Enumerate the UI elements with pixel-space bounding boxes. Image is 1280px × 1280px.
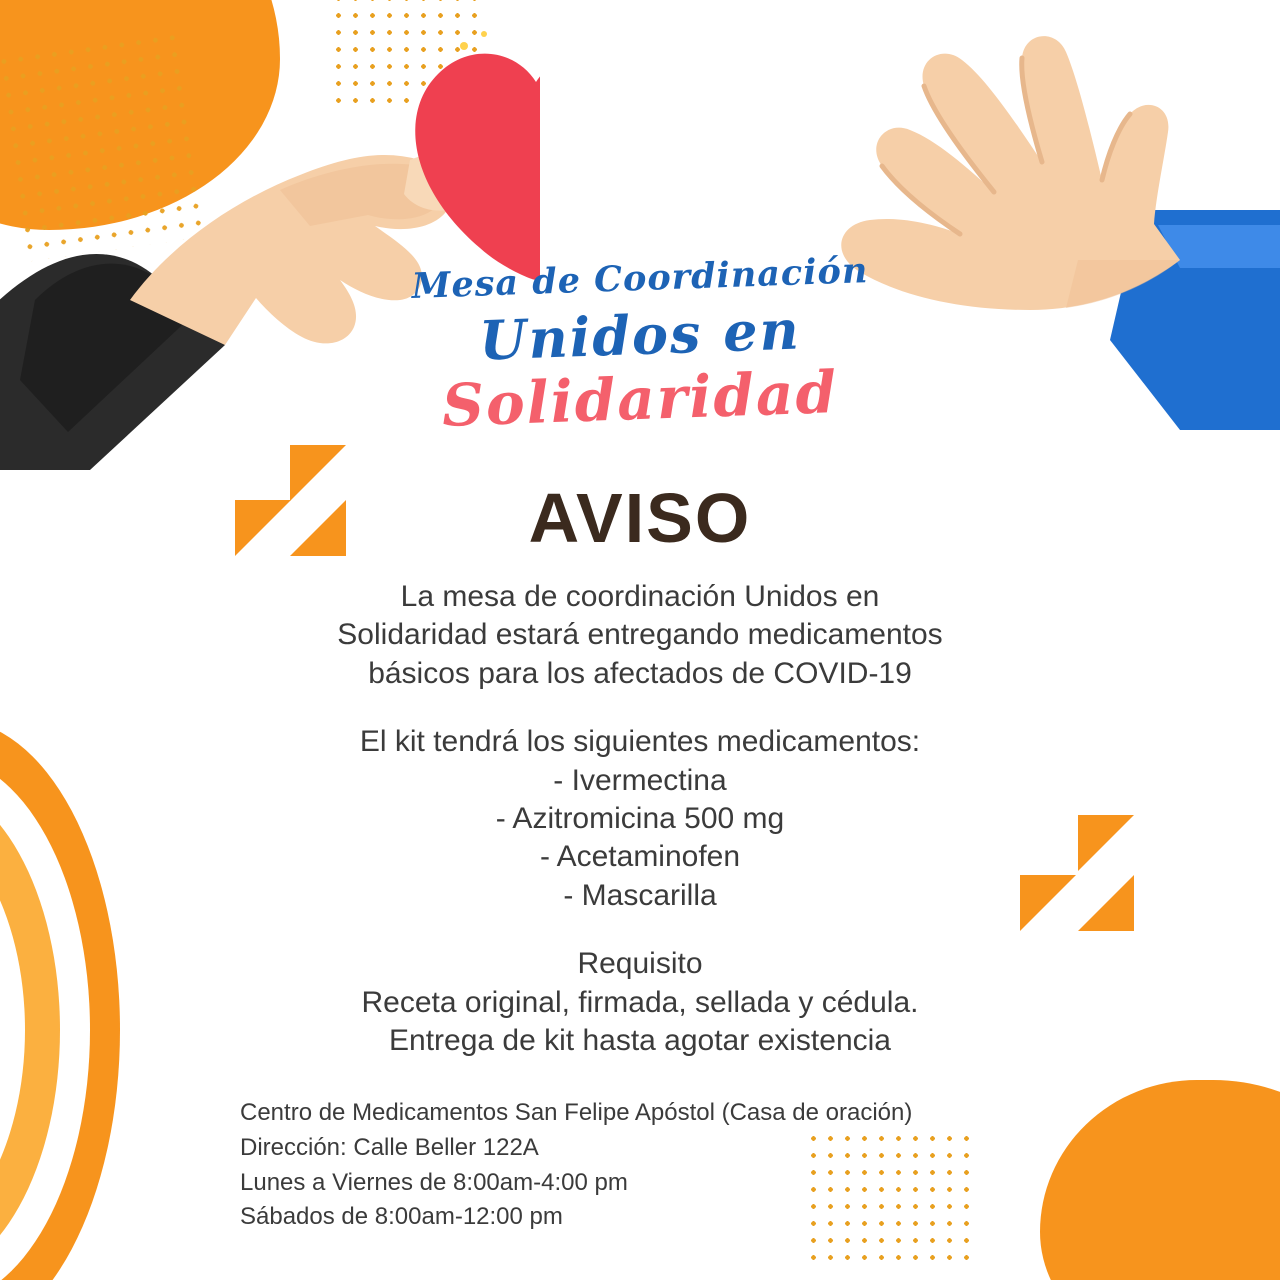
requirement-title: Requisito (577, 947, 703, 981)
page-title: AVISO (528, 479, 752, 557)
brand-line-3: Solidaridad (440, 358, 840, 440)
brand-lockup (0, 250, 1280, 440)
requirement-line-2: Entrega de kit hasta agotar existencia (389, 1023, 891, 1057)
announcement-body (180, 578, 1100, 1060)
intro-line-1: La mesa de coordinación Unidos en (400, 580, 880, 613)
kit-item: - Azitromicina 500 mg (495, 801, 785, 835)
kit-title: El kit tendrá los siguientes medicamentos: (359, 725, 921, 759)
brand-line-1: Mesa de Coordinación (411, 250, 869, 307)
venue-name: Centro de Medicamentos San Felipe Apóstol (Casa de oración) (240, 1099, 913, 1126)
kit-item: - Acetaminofen (539, 840, 741, 874)
brand-line-2: Unidos en (478, 297, 802, 373)
kit-item: - Ivermectina (553, 763, 727, 797)
weekday-hours: Lunes a Viernes de 8:00am-4:00 pm (240, 1168, 628, 1196)
venue-address: Dirección: Calle Beller 122A (240, 1133, 539, 1161)
intro-line-3: básicos para los afectados de COVID-19 (368, 656, 912, 690)
venue-details (240, 1096, 912, 1235)
requirement-line-1: Receta original, firmada, sellada y cédula. (361, 985, 919, 1019)
decor-blob-bottom-right (1040, 1080, 1280, 1280)
kit-item: - Mascarilla (563, 878, 717, 912)
decor-swoosh-left (0, 720, 180, 1280)
intro-line-2: Solidaridad estará entregando medicamentos (337, 618, 943, 652)
saturday-hours: Sábados de 8:00am-12:00 pm (240, 1203, 563, 1231)
